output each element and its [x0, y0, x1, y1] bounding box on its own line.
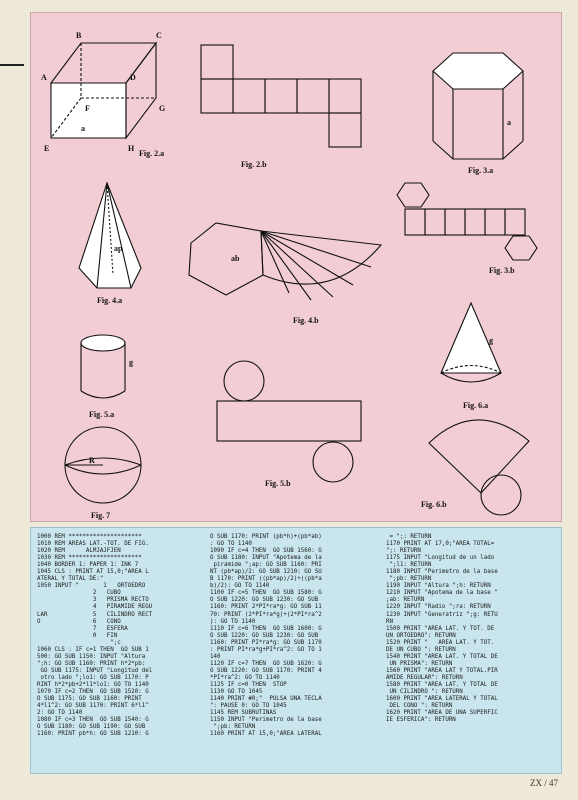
code-line: 1600 PRINT "AREA LATERAL Y TOTAL — [386, 696, 498, 703]
code-line: 1080 IF c=3 THEN GO SUB 1540: G — [37, 717, 149, 724]
listing-column-1 — [37, 534, 152, 738]
code-line: piramide ";ap: GO SUB 1160: PRI — [210, 562, 322, 569]
vertex-b: B — [76, 31, 82, 40]
caption-fig-2a: Fig. 2.a — [139, 149, 165, 158]
page-folio: ZX / 47 — [530, 778, 558, 788]
code-line: ";pb: RETURN — [386, 576, 432, 583]
caption-fig-5a: Fig. 5.a — [89, 410, 115, 419]
figures-panel — [30, 12, 562, 522]
code-line: ";h: GO SUB 1160: PRINT h*2*pb: — [37, 660, 146, 667]
code-line: LAR 5 CILINDRO RECT — [37, 611, 153, 618]
code-line: ";c — [37, 639, 121, 646]
caption-fig-6a: Fig. 6.a — [463, 401, 489, 410]
figures-svg — [31, 13, 561, 521]
code-line: RINT h*2*pb+2*l1*lo1: GO TO 1140 — [37, 681, 149, 688]
code-line: : PRINT PI*ra*g+PI*ra^2: GO TO 1 — [210, 646, 322, 653]
code-line: 1070 IF c=2 THEN GO SUB 1520: G — [37, 689, 149, 696]
code-line: 70: PRINT (2*PI*ra*g)+(2*PI*ra^2 — [210, 611, 322, 618]
caption-fig-5b: Fig. 5.b — [265, 479, 291, 488]
caption-fig-3a: Fig. 3.a — [468, 166, 494, 175]
listing-column-3 — [386, 534, 498, 724]
code-line: 1110 IF c=6 THEN GO SUB 1600: G — [210, 625, 322, 632]
code-line: 1045 CLS : PRINT AT 15,0;"AREA L — [37, 569, 149, 576]
code-line: ";: RETURN — [386, 548, 421, 555]
vertex-h: H — [128, 144, 135, 153]
code-line: ";l1: RETURN — [386, 562, 432, 569]
fig-4b-net — [189, 223, 381, 300]
code-line: UN PRISMA": RETURN — [386, 660, 453, 667]
code-line: 0 FIN — [37, 632, 118, 639]
code-line: O SUB 1180: GO SUB 1190: GO SUB — [37, 724, 146, 731]
code-line: 4*l1^2: GO SUB 1170: PRINT 6*l1^ — [37, 703, 149, 710]
vertex-g: G — [159, 104, 166, 113]
code-line: 1030 REM ********************* — [37, 555, 142, 562]
code-line: IE ESFERICA": RETURN — [386, 717, 456, 724]
fig-6a-g-label: g — [489, 336, 493, 345]
vertex-a: A — [41, 73, 47, 82]
caption-fig-6b: Fig. 6.b — [421, 500, 447, 509]
code-line: 1190 INPUT "Altura ";h: RETURN — [386, 583, 491, 590]
code-line: UN CILINDRO ": RETURN — [386, 689, 463, 696]
fig-5a-g-label: g — [129, 358, 133, 367]
code-line: 1540 PRINT "AREA LAT. Y TOTAL DE — [386, 653, 498, 660]
vertex-d: D — [130, 73, 136, 82]
code-line: 1100 IF c=5 THEN GO SUB 1580: G — [210, 590, 322, 597]
fig-4a-pyramid — [79, 183, 141, 288]
code-line: 1170 PRINT AT 17,0;"AREA TOTAL= — [386, 541, 495, 548]
code-line: 140 — [210, 653, 221, 660]
code-line: 1160: PRINT 2*PI*ra*g: GO SUB 11 — [210, 604, 322, 611]
code-line: 1150 INPUT "Perimetro de la base — [210, 717, 322, 724]
fig-2a-cube — [51, 43, 156, 138]
code-line: 1060 CLS : IF c=1 THEN GO SUB 1 — [37, 646, 149, 653]
code-line: ): GO TO 1140 — [210, 618, 256, 625]
code-line: 1580 PRINT "AREA LAT. Y TOTAL DE — [386, 681, 498, 688]
code-line: 1010 REM AREAS LAT.-TOT. DE FIG. — [37, 541, 149, 548]
code-line: O SUB 1220: GO SUB 1230: GO SUB — [210, 632, 319, 639]
basic-listing-panel — [30, 527, 562, 774]
code-line: 1520 PRINT " AREA LAT. Y TOT. — [386, 639, 495, 646]
caption-fig-3b: Fig. 3.b — [489, 266, 515, 275]
margin-rule — [0, 64, 24, 66]
code-line: 1090 IF c=4 THEN GO SUB 1560: G — [210, 548, 322, 555]
code-line: 2 CUBO — [37, 590, 121, 597]
caption-fig-2b: Fig. 2.b — [241, 160, 267, 169]
fig-3b-net — [397, 183, 537, 260]
code-line: 1120 IF c=7 THEN GO SUB 1620: G — [210, 660, 322, 667]
code-line: 1145 REM SUBRUTINAS — [210, 710, 277, 717]
code-line: O SUB 1220: GO SUB 1230: GO SUB — [210, 597, 319, 604]
code-line: 1175 INPUT "Longitud de un lado — [386, 555, 495, 562]
code-line: O SUB 1175: GO SUB 1160: PRINT — [37, 696, 142, 703]
fig-3a-hex-prism — [433, 53, 523, 159]
code-line: O SUB 1170: PRINT (pb*h)+(pb*ab) — [210, 534, 322, 540]
code-line: DEL CONO ": RETURN — [386, 703, 453, 710]
code-line: NT (pb*ap)/2: GO SUB 1210: GO SU — [210, 569, 322, 576]
code-line: b)/2): GO TO 1140 — [210, 583, 270, 590]
code-line: 1040 BORDER 1: PAPER 1: INK 7 — [37, 562, 139, 569]
code-line: 1130 GO TO 1045 — [210, 689, 263, 696]
vertex-e: E — [44, 144, 50, 153]
caption-fig-4a: Fig. 4.a — [97, 296, 123, 305]
code-line: 2: GO TO 1140 — [37, 710, 83, 717]
code-line: 4 PIRAMIDE REGU — [37, 604, 153, 611]
fig-5a-cylinder — [81, 335, 125, 398]
code-line: O 6 CONO — [37, 618, 121, 625]
code-line: 7 ESFERA — [37, 625, 128, 632]
fig-7-sphere — [65, 427, 141, 503]
caption-fig-4b: Fig. 4.b — [293, 316, 319, 325]
code-line: ;ab: RETURN — [386, 597, 425, 604]
vertex-c: C — [156, 31, 162, 40]
code-line: 500: GO SUB 1150: INPUT "Altura — [37, 653, 146, 660]
code-line: 1230 INPUT "Generatriz ";g: RETU — [386, 611, 498, 618]
fig-4b-apothem-label: ab — [231, 254, 240, 263]
listing-column-2 — [210, 534, 322, 738]
code-line: ";pb: RETURN — [210, 724, 256, 731]
code-line: 1180 INPUT "Perimetro de la base — [386, 569, 498, 576]
code-line: AMIDE REGULAR": RETURN — [386, 674, 463, 681]
fig-5b-net — [217, 361, 361, 482]
code-line: = ";: RETURN — [386, 534, 432, 540]
fig-3a-edge-label: a — [507, 118, 511, 127]
code-line: RN — [386, 618, 393, 625]
code-line: *PI*ra^2: GO TO 1140 — [210, 674, 280, 681]
code-line: otro lado ";lo1: GO SUB 1170: P — [37, 674, 149, 681]
code-line: 1160 PRINT AT 15,0;"AREA LATERAL — [210, 731, 322, 738]
code-line: 1500 PRINT "AREA LAT. Y TOT. DE — [386, 625, 495, 632]
code-line: B 1170: PRINT ((pb*ap)/2)+((pb*a — [210, 576, 322, 583]
fig-7-r-label: R — [89, 456, 95, 465]
code-line: 1220 INPUT "Radio ";ra: RETURN — [386, 604, 491, 611]
code-line: ATERAL Y TOTAL DE:" — [37, 576, 104, 583]
code-line: 1160: PRINT PI*ra*g: GO SUB 1170 — [210, 639, 322, 646]
code-line: 1210 INPUT "Apotema de la base " — [386, 590, 498, 597]
code-line: UN ORTOEDRO": RETURN — [386, 632, 456, 639]
code-line: DE UN CUBO ": RETURN — [386, 646, 456, 653]
code-line: : GO TO 1140 — [210, 541, 252, 548]
fig-4a-apothem-label: ap — [114, 244, 123, 253]
edge-label-a: a — [81, 124, 85, 133]
code-line: 1020 REM ALMJAJFJEN — [37, 548, 121, 555]
code-line: ": PAUSE 0: GO TO 1045 — [210, 703, 287, 710]
code-line: 1000 REM ********************* — [37, 534, 142, 540]
code-line: 1050 INPUT " 1 ORTOEDRO — [37, 583, 146, 590]
vertex-f: F — [85, 104, 90, 113]
code-line: 1560 PRINT "AREA LAT Y TOTAL.PIR — [386, 667, 498, 674]
code-line: O SUB 1180: INPUT "Apotema de la — [210, 555, 322, 562]
code-line: O SUB 1220: GO SUB 1170: PRINT 4 — [210, 667, 322, 674]
code-line: 1620 PRINT "AREA DE UNA SUPERFIC — [386, 710, 498, 717]
code-line: 3 PRISMA RECTO — [37, 597, 149, 604]
code-line: 1140 PRINT #0;" PULSA UNA TECLA — [210, 696, 322, 703]
code-line: GO SUB 1175: INPUT "Longitud del — [37, 667, 153, 674]
code-line: 1160: PRINT pb*h: GO SUB 1210: G — [37, 731, 149, 738]
code-line: 1125 IF c=0 THEN STOP — [210, 681, 287, 688]
caption-fig-7: Fig. 7 — [91, 511, 111, 520]
fig-2b-net — [201, 45, 361, 147]
